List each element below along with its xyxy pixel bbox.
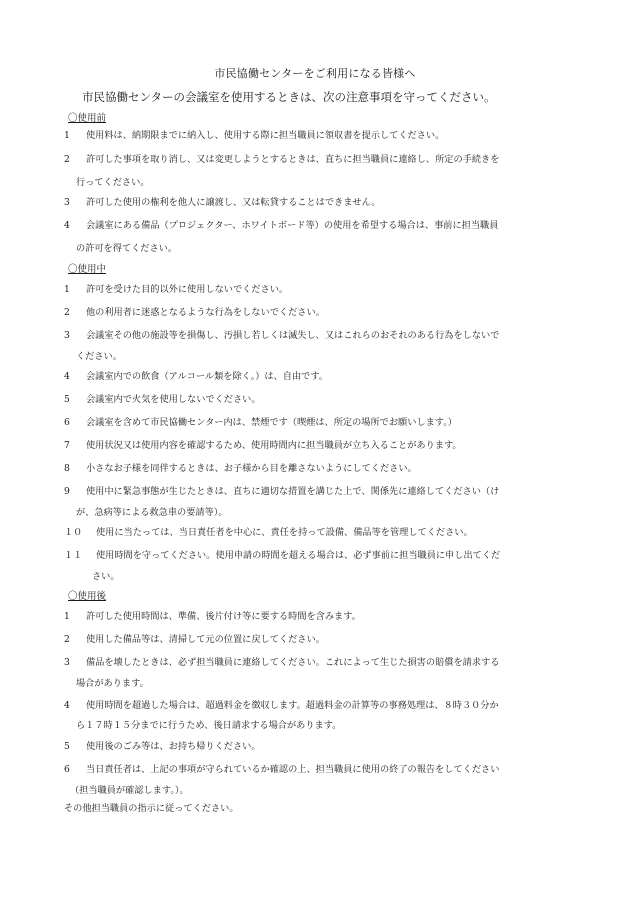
list-item: [64, 458, 584, 480]
item-text: 許可した事項を取り消し、又は変更しようとするときは、直ちに担当職員に連絡し、所定の手続きを: [86, 154, 500, 165]
item-text: 他の利用者に迷惑となるような行為をしないでください。: [86, 307, 325, 318]
item-number: 9: [64, 486, 70, 497]
list-item: [64, 695, 584, 717]
item-text-continued: さい。: [92, 571, 120, 582]
item-text: 当日責任者は、上記の事項が守られているか確認の上、担当職員に使用の終了の報告をしてください: [86, 764, 500, 775]
list-item: [64, 606, 584, 628]
list-item: [64, 192, 584, 214]
list-item: [64, 759, 584, 781]
item-text: 会議室を含めて市民協働センター内は、禁煙です（喫煙は、所定の場所でお願いします。）: [86, 417, 457, 428]
item-number: 6: [64, 764, 70, 775]
item-number: 5: [64, 741, 70, 752]
section-heading-during-use: 〇使用中: [68, 264, 107, 275]
list-item: [64, 481, 584, 503]
item-text: 会議室内での飲食（アルコール類を除く。）は、自由です。: [86, 371, 328, 382]
item-number: 3: [64, 330, 70, 341]
list-item: [64, 736, 584, 758]
list-item: [64, 302, 584, 324]
item-text: 使用料は、納期限までに納入し、使用する際に担当職員に領収書を提示してください。: [86, 130, 445, 141]
list-item: [64, 435, 584, 457]
item-text-continued: （担当職員が確認します。）。: [70, 785, 189, 796]
item-text-continued: ください。: [76, 351, 122, 362]
item-number: 6: [64, 417, 70, 428]
item-text: 使用した備品等は、清掃して元の位置に戻してください。: [86, 634, 325, 645]
item-number: １１: [64, 550, 83, 561]
section-heading-after-use: 〇使用後: [68, 591, 107, 602]
item-text: 許可した使用の権利を他人に譲渡し、又は転貸することはできません。: [86, 197, 381, 208]
item-text: 使用中に緊急事態が生じたときは、直ちに適切な措置を講じた上で、関係先に連絡してください（け: [86, 486, 500, 497]
list-item: [64, 279, 584, 301]
item-number: 8: [64, 463, 70, 474]
list-item: [64, 215, 584, 237]
section-heading-before-use: 〇使用前: [68, 113, 107, 124]
item-number: 3: [64, 197, 70, 208]
item-text: 会議室にある備品（プロジェクター、ホワイトボード等）の使用を希望する場合は、事前に担当職員: [86, 220, 499, 231]
closing-note: その他担当職員の指示に従ってください。: [64, 803, 239, 814]
item-number: 4: [64, 700, 70, 711]
item-number: 7: [64, 440, 70, 451]
item-text: 使用後のごみ等は、お持ち帰りください。: [86, 741, 261, 752]
item-number: 4: [64, 220, 70, 231]
item-number: 1: [64, 611, 70, 622]
list-item: [64, 366, 584, 388]
item-text-continued: ら１７時１５分までに行うため、後日請求する場合があります。: [76, 720, 342, 731]
item-text-continued: 場合があります。: [76, 678, 149, 689]
list-item: [64, 325, 584, 347]
list-item: [64, 149, 584, 171]
item-text: 使用状況又は使用内容を確認するため、使用時間内に担当職員が立ち入ることがあります。: [86, 440, 462, 451]
page-title: 市民協働センターをご利用になる皆様へ: [214, 67, 416, 80]
list-item: [64, 629, 584, 651]
list-item: [64, 125, 584, 147]
item-number: 4: [64, 371, 70, 382]
item-number: 3: [64, 657, 70, 668]
intro-text: 市民協働センターの会議室を使用するときは、次の注意事項を守ってください。: [82, 90, 496, 104]
list-item: [64, 652, 584, 674]
item-text-continued: が、急病等による救急車の要請等）。: [76, 507, 228, 518]
item-number: 1: [64, 284, 70, 295]
item-text: 会議室その他の施設等を損傷し、汚損し若しくは滅失し、又はこれらのおそれのある行為をしないで: [86, 330, 500, 341]
list-item: [64, 412, 584, 434]
item-text: 小さなお子様を同伴するときは、お子様から目を離さないようにしてください。: [86, 463, 417, 474]
item-number: 2: [64, 634, 70, 645]
item-text-continued: の許可を得てください。: [76, 243, 178, 254]
item-text: 会議室内で火気を使用しないでください。: [86, 394, 261, 405]
item-text: 使用時間を超過した場合は、超過料金を徴収します。超過料金の計算等の事務処理は、８時３０分か: [86, 700, 499, 711]
list-item: [64, 522, 584, 544]
item-text: 使用時間を守ってください。使用申請の時間を超える場合は、必ず事前に担当職員に申し出てくだ: [96, 550, 501, 561]
item-text: 許可を受けた目的以外に使用しないでください。: [86, 284, 289, 295]
item-number: 5: [64, 394, 70, 405]
item-text: 使用に当たっては、当日責任者を中心に、責任を持って設備、備品等を管理してください。: [96, 527, 473, 538]
list-item: [64, 545, 584, 567]
item-text: 備品を壊したときは、必ず担当職員に連絡してください。これによって生じた損害の賠償を請求する: [86, 657, 500, 668]
item-number: １０: [64, 527, 83, 538]
item-text-continued: 行ってください。: [76, 177, 150, 188]
item-number: 2: [64, 307, 70, 318]
item-number: 2: [64, 154, 70, 165]
item-text: 許可した使用時間は、準備、後片付け等に要する時間を含みます。: [86, 611, 361, 622]
list-item: [64, 389, 584, 411]
item-number: 1: [64, 130, 70, 141]
